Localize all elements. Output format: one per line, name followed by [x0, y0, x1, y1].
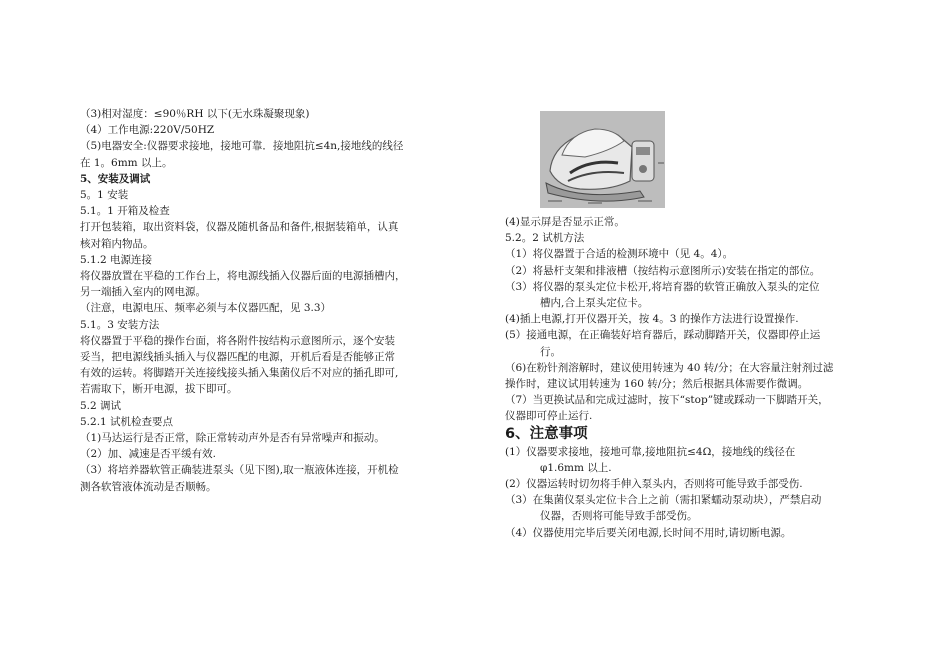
- text-line: 将仪器置于平稳的操作台面，将各附件按结构示意图所示，逐个安装: [80, 334, 395, 347]
- text-line: 槽内,合上泵头定位卡。: [540, 297, 649, 310]
- text-line: (4)插上电源,打开仪器开关，按 4。3 的操作方法进行设置操作.: [505, 313, 799, 326]
- text-line: 行。: [540, 345, 561, 358]
- text-line: （3)相对湿度：≤90％RH 以下(无水珠凝聚现象): [80, 108, 310, 120]
- text-line: (2）仪器运转时切勿将手伸入泵头内，否则将可能导致手部受伤.: [505, 478, 803, 491]
- right-column: [505, 214, 873, 541]
- text-line: 5.2.1 试机检查要点: [80, 415, 174, 428]
- text-line: 在 1。6mm 以上。: [80, 156, 173, 169]
- text-line: (1）仪器要求接地，接地可靠,接地阻抗≤4Ω，接地线的线径在: [505, 445, 796, 458]
- text-line: 仪器，否则将可能导致手部受伤。: [540, 510, 698, 523]
- text-line: 若需取下，断开电源，拔下即可。: [80, 383, 238, 396]
- text-line: 5.2。2 试机方法: [505, 232, 585, 245]
- text-line: （5)电器安全:仪器要求接地，接地可靠．接地阻抗≤4n,接地线的线径: [80, 140, 404, 153]
- text-line: （6)在粉针剂溶解时，建议使用转速为 40 转/分；在大容量注射剂过滤: [505, 361, 834, 374]
- text-line: 操作时，建议试用转速为 160 转/分；然后根据具体需要作微调。: [505, 378, 809, 391]
- text-line: 测各软管液体流动是否顺畅。: [80, 480, 217, 493]
- text-line: （注意，电源电压、频率必须与本仪器匹配，见 3.3）: [80, 302, 332, 315]
- text-line: 5.2 调试: [80, 399, 122, 412]
- text-line: （4）工作电源:220V/50HZ: [80, 124, 215, 137]
- text-line: 仪器即可停止运行.: [505, 410, 593, 423]
- pump-head-photo: [540, 111, 665, 208]
- text-line: （7）当更换试品和完成过滤时，按下“stop”键或踩动一下脚踏开关，: [505, 394, 829, 407]
- text-line: 5.1。1 开箱及检查: [80, 205, 170, 218]
- text-line: （2）加、减速是否平缓有效.: [80, 448, 217, 461]
- text-line: （1）将仪器置于合适的检测环境中（见 4。4）。: [505, 248, 734, 261]
- text-line: （3）将培养器软管正确装进泵头（见下图),取一瓶液体连接，开机检: [80, 464, 399, 477]
- text-line: 另一端插入室内的网电源。: [80, 286, 206, 299]
- text-line: 5.1。3 安装方法: [80, 318, 160, 331]
- left-column: [80, 106, 452, 495]
- text-line: φ1.6mm 以上.: [540, 461, 612, 474]
- text-line: 打开包装箱，取出资料袋，仪器及随机备品和备件,根据装箱单，认真: [80, 221, 399, 234]
- section-heading: 6、注意事项: [505, 425, 588, 442]
- text-line: 5.1.2 电源连接: [80, 253, 153, 266]
- text-line: （3）在集菌仪泵头定位卡合上之前（需扣紧蠕动泵动块），严禁启动: [505, 494, 822, 507]
- text-line: (5）接通电源，在正确装好培育器后，踩动脚踏开关，仪器即停止运: [505, 329, 821, 342]
- text-line: （1)马达运行是否正常，除正常转动声外是否有异常噪声和振动。: [80, 432, 385, 445]
- text-line: （3）将仪器的泵头定位卡松开,将培育器的软管正确放入泵头的定位: [505, 280, 820, 293]
- text-line: 有效的运转。将脚踏开关连接线接头插入集菌仪后不对应的插孔即可,: [80, 367, 399, 380]
- text-line: 将仪器放置在平稳的工作台上，将电源线插入仪器后面的电源插槽内，: [80, 270, 406, 283]
- pump-head-icon: [540, 111, 665, 208]
- text-line: (4)显示屏是否显示正常。: [505, 216, 625, 228]
- text-line: 核对箱内物品。: [80, 237, 154, 250]
- text-line: （4）仪器使用完毕后要关闭电源,长时间不用时,请切断电源。: [505, 526, 792, 539]
- text-line: （2）将悬杆支架和排液槽（按结构示意图所示)安装在指定的部位。: [505, 264, 821, 277]
- section-title: 5、安装及调试: [80, 172, 151, 185]
- text-line: 妥当，把电源线插头插入与仪器匹配的电源，开机后看是否能够正常: [80, 351, 395, 364]
- text-line: 5。1 安装: [80, 189, 129, 202]
